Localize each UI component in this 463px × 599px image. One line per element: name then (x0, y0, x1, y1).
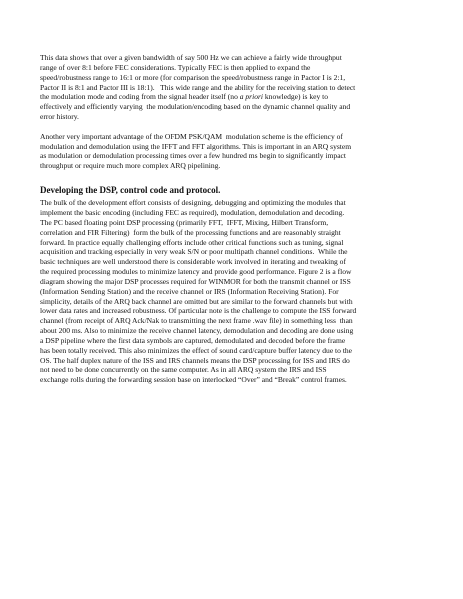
text-line: simplicity, details of the ARQ back channel are omitted but are similar to the forward channels but with (40, 296, 353, 306)
text-line: basic techniques are well understood there is considerable work involved in iterating and tweaking of (40, 257, 346, 267)
text-line: speed/robustness range to 16:1 or more (for comparison the speed/robustness range in Pactor I is 2:1, (40, 72, 346, 82)
text-line: error history. (40, 112, 79, 122)
text-line: The bulk of the development effort consists of designing, debugging and optimizing the modules that (40, 198, 346, 208)
text-line: not need to be done concurrently on the same computer. As in all ARQ system the IRS and ISS (40, 365, 327, 375)
section-heading: Developing the DSP, control code and protocol. (40, 185, 221, 196)
text-run: the modulation mode and coding from the signal header itself (no (40, 92, 240, 102)
text-line: implement the basic encoding (including FEC as required), modulation, demodulation and decoding. (40, 207, 345, 217)
text-line: correlation and FIR Filtering) form the bulk of the processing functions and are reasonably straight (40, 227, 341, 237)
text-line: lower data rates and increased robustness. Of particular note is the challenge to compute the ISS forward (40, 306, 357, 316)
text-line: throughput or require much more complex ARQ pipelining. (40, 161, 221, 171)
text-line: This data shows that over a given bandwidth of say 500 Hz we can achieve a fairly wide throughput (40, 53, 342, 62)
text-line: acquisition and tracking especially in very weak S/N or poor multipath channel conditions. While the (40, 247, 348, 257)
text-line: (Information Sending Station) and the receive channel or IRS (Information Receiving Station). For (40, 286, 339, 296)
text-line: a DSP pipeline where the first data symbols are captured, demodulated and decoded before the frame (40, 335, 346, 345)
text-line: range of over 8:1 before FEC considerations. Typically FEC is then applied to expand the (40, 62, 311, 72)
text-line: about 200 ms. Also to minimize the receive channel latency, demodulation and decoding are done using (40, 326, 354, 336)
text-line: as modulation or demodulation processing times over a few hundred ms begin to significantly impact (40, 151, 347, 161)
italic-text-run: a priori (239, 92, 264, 102)
text-line: The PC based floating point DSP processing (primarily FFT, IFFT, Mixing, Hilbert Transform, (40, 217, 329, 227)
text-line: modulation and demodulation using the IFFT and FFT algorithms. This is important in an ARQ system (40, 141, 352, 151)
text-line: diagram showing the major DSP processes required for WINMOR for both the transmit channel or ISS (40, 276, 351, 286)
paragraph-dsp-development (40, 198, 432, 385)
text-line: Pactor II is 8:1 and Pactor III is 18:1). This wide range and the ability for the receiving station to detect (40, 82, 356, 92)
text-line: Another very important advantage of the OFDM PSK/QAM modulation scheme is the efficiency of (40, 131, 343, 141)
text-line: OS. The half duplex nature of the ISS and IRS channels means the DSP processing for ISS and IRS do (40, 355, 350, 365)
paragraph-spacer (40, 122, 432, 132)
text-line (40, 92, 432, 102)
text-line: effectively and efficiently varying the modulation/encoding based on the dynamic channel quality and (40, 102, 351, 112)
text-run: knowledge) is key to (263, 92, 328, 102)
text-line: forward. In practice equally challenging efforts include other critical functions such as tuning, signal (40, 237, 344, 247)
text-line: exchange rolls during the forwarding session base on interlocked “Over” and “Break” control frames. (40, 375, 347, 385)
text-line: channel (from receipt of ARQ Ack/Nak to transmitting the next frame .wav file) in something less than (40, 316, 353, 326)
text-line: has been totally received. This also minimizes the effect of sound card/capture buffer latency due to the (40, 345, 353, 355)
paragraph-ofdm-advantage (40, 132, 432, 171)
text-line: the required processing modules to minimize latency and provide good performance. Figure 2 is a flow (40, 267, 352, 277)
paragraph-throughput-range (40, 53, 432, 122)
document-body (40, 53, 432, 385)
